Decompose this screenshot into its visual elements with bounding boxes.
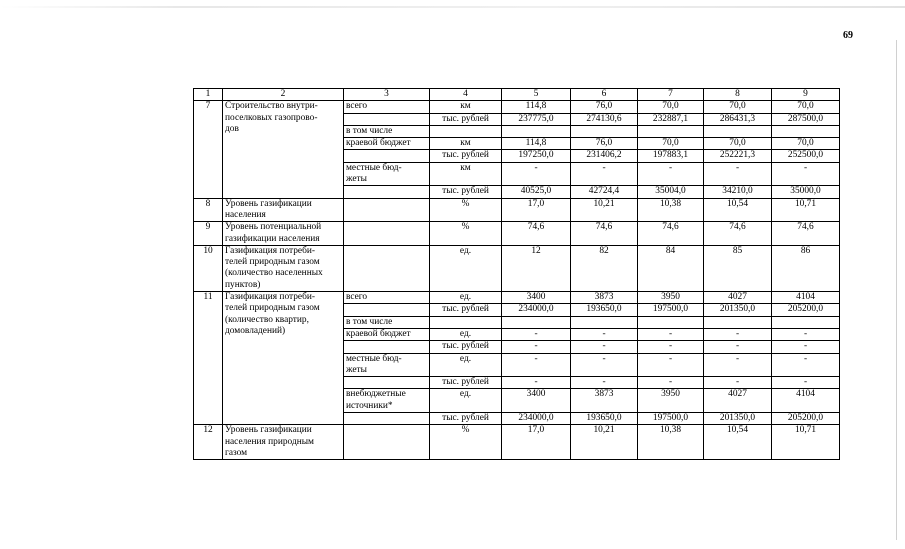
value-cell: 197250,0 [502,150,571,162]
value-cell: 3873 [571,389,638,413]
value-cell: 10,71 [772,198,840,222]
funding-source-line: источники* [346,400,393,411]
funding-source [344,125,430,137]
value-cell: - [502,377,571,389]
funding-source-line: местные бюд- [346,353,402,364]
value-cell: 70,0 [772,101,840,113]
funding-source-line: краевой бюджет [346,328,411,339]
header-cell: 9 [772,89,840,101]
unit-cell: тыс. рублей [430,341,502,353]
value-cell: 10,21 [571,425,638,460]
value-cell: - [704,353,772,377]
value-cell: 35004,0 [638,186,704,198]
value-cell: 205200,0 [772,413,840,425]
value-cell: - [704,328,772,340]
value-cell: 74,6 [638,222,704,246]
value-cell: 231406,2 [571,150,638,162]
indicator-name [223,222,344,246]
indicator-name-line: Газификация потреби- [225,292,315,303]
header-cell: 8 [704,89,772,101]
value-cell [502,125,571,137]
funding-source-line: в том числе [346,125,393,136]
value-cell: 3950 [638,389,704,413]
indicator-name [223,245,344,291]
value-cell: 76,0 [571,138,638,150]
funding-source [344,292,430,304]
unit-cell: ед. [430,292,502,304]
value-cell: 234000,0 [502,304,571,316]
value-cell: 197500,0 [638,413,704,425]
unit-cell: % [430,222,502,246]
indicator-name [223,292,344,425]
funding-source [344,162,430,186]
value-cell: 40525,0 [502,186,571,198]
indicator-name-line: Уровень газификации [225,198,312,209]
value-cell: 287500,0 [772,113,840,125]
unit-cell: км [430,162,502,186]
funding-source [344,198,430,222]
value-cell [704,316,772,328]
value-cell: 35000,0 [772,186,840,198]
value-cell: - [704,162,772,186]
row-number: 10 [194,245,223,291]
value-cell: 42724,4 [571,186,638,198]
value-cell [502,316,571,328]
indicator-name-line: Уровень потенциальной [225,222,322,233]
header-cell: 5 [502,89,571,101]
row-number: 8 [194,198,223,222]
value-cell: - [772,353,840,377]
unit-cell: тыс. рублей [430,186,502,198]
value-cell: - [571,328,638,340]
header-cell: 7 [638,89,704,101]
value-cell: 234000,0 [502,413,571,425]
value-cell: 193650,0 [571,304,638,316]
table-row [194,222,840,246]
page-number: 69 [843,30,853,41]
indicator-name-line: (количество квартир, [225,314,309,325]
value-cell: 205200,0 [772,304,840,316]
indicator-name [223,101,344,198]
funding-source [344,245,430,291]
indicator-name-line: домовладений) [225,325,286,336]
value-cell: 84 [638,245,704,291]
value-cell: 4104 [772,292,840,304]
funding-source [344,316,430,328]
value-cell [772,316,840,328]
value-cell: 82 [571,245,638,291]
value-cell: 12 [502,245,571,291]
funding-source [344,389,430,413]
value-cell: 197883,1 [638,150,704,162]
funding-source [344,186,430,198]
indicator-name-line: поселковых газопрово- [225,112,318,123]
unit-cell: % [430,198,502,222]
funding-source [344,341,430,353]
unit-cell: тыс. рублей [430,113,502,125]
value-cell: - [772,328,840,340]
value-cell [571,316,638,328]
indicator-name-line: телей природным газом [225,303,320,314]
funding-source [344,425,430,460]
value-cell: 3400 [502,292,571,304]
indicator-name [223,198,344,222]
funding-source [344,138,430,150]
value-cell: - [571,162,638,186]
value-cell: - [638,328,704,340]
value-cell: - [772,162,840,186]
value-cell: 85 [704,245,772,291]
value-cell: 252500,0 [772,150,840,162]
funding-source [344,413,430,425]
value-cell: 70,0 [638,138,704,150]
value-cell: 10,38 [638,425,704,460]
value-cell: 34210,0 [704,186,772,198]
value-cell: 3950 [638,292,704,304]
indicator-name-line: Строительство внутри- [225,101,318,112]
row-number: 7 [194,101,223,198]
table-row [194,425,840,460]
value-cell [772,125,840,137]
value-cell: - [502,341,571,353]
value-cell: 74,6 [772,222,840,246]
value-cell: - [571,377,638,389]
funding-source-line: краевой бюджет [346,138,411,149]
value-cell: 70,0 [704,138,772,150]
value-cell: 232887,1 [638,113,704,125]
value-cell: 114,8 [502,138,571,150]
value-cell: - [571,353,638,377]
indicator-name-line: телей природным газом [225,257,320,268]
value-cell: 10,71 [772,425,840,460]
indicator-name [223,425,344,460]
unit-cell: тыс. рублей [430,377,502,389]
unit-cell: тыс. рублей [430,413,502,425]
funding-source-line: жеты [346,174,367,185]
value-cell: - [502,353,571,377]
value-cell: 70,0 [638,101,704,113]
value-cell: 10,21 [571,198,638,222]
row-number: 9 [194,222,223,246]
value-cell: 114,8 [502,101,571,113]
value-cell: 201350,0 [704,413,772,425]
indicator-name-line: дов [225,123,239,134]
value-cell: - [772,377,840,389]
indicator-name-line: Уровень газификации [225,425,312,436]
funding-source-line: местные бюд- [346,162,402,173]
value-cell: 4027 [704,292,772,304]
value-cell: 237775,0 [502,113,571,125]
value-cell [571,125,638,137]
value-cell: 3400 [502,389,571,413]
value-cell: 74,6 [502,222,571,246]
funding-source-line: всего [346,101,368,112]
value-cell: 17,0 [502,198,571,222]
unit-cell: км [430,101,502,113]
value-cell: 74,6 [571,222,638,246]
unit-cell: км [430,138,502,150]
value-cell: 76,0 [571,101,638,113]
unit-cell: ед. [430,328,502,340]
value-cell [704,125,772,137]
value-cell: 74,6 [704,222,772,246]
funding-source-line: жеты [346,364,367,375]
value-cell: - [704,341,772,353]
value-cell: 70,0 [704,101,772,113]
indicator-name-line: населения [225,209,266,220]
funding-source [344,101,430,113]
unit-cell: ед. [430,389,502,413]
value-cell [638,316,704,328]
value-cell: 197500,0 [638,304,704,316]
header-cell: 3 [344,89,430,101]
unit-cell [430,125,502,137]
value-cell: 286431,3 [704,113,772,125]
table-row [194,101,840,113]
value-cell: - [704,377,772,389]
value-cell: - [502,162,571,186]
header-cell: 6 [571,89,638,101]
value-cell: 274130,6 [571,113,638,125]
scan-artifact-edge [896,40,897,540]
value-cell: 201350,0 [704,304,772,316]
funding-source [344,222,430,246]
value-cell: 252221,3 [704,150,772,162]
header-cell: 1 [194,89,223,101]
value-cell: - [638,162,704,186]
value-cell: 10,54 [704,198,772,222]
funding-source-line: всего [346,292,368,303]
indicator-name-line: (количество населенных [225,268,323,279]
funding-source [344,353,430,377]
unit-cell [430,316,502,328]
indicator-name-line: газификации населения [225,233,320,244]
table-header-row [194,89,840,101]
value-cell: 4104 [772,389,840,413]
indicator-name-line: Газификация потреби- [225,245,315,256]
value-cell: - [772,341,840,353]
value-cell: 4027 [704,389,772,413]
table-row [194,245,840,291]
value-cell: 10,38 [638,198,704,222]
scan-artifact-top [0,6,905,8]
value-cell: 193650,0 [571,413,638,425]
header-cell: 4 [430,89,502,101]
indicator-name-line: газом [225,447,248,458]
value-cell: 86 [772,245,840,291]
data-table [193,88,840,460]
table-row [194,198,840,222]
indicator-name-line: населения природным [225,436,314,447]
funding-source [344,304,430,316]
unit-cell: ед. [430,245,502,291]
value-cell: 17,0 [502,425,571,460]
funding-source-line: внебюджетные [346,389,406,400]
funding-source [344,113,430,125]
unit-cell: % [430,425,502,460]
unit-cell: тыс. рублей [430,150,502,162]
value-cell: 70,0 [772,138,840,150]
value-cell: - [638,377,704,389]
value-cell: 3873 [571,292,638,304]
value-cell [638,125,704,137]
unit-cell: тыс. рублей [430,304,502,316]
value-cell: - [502,328,571,340]
funding-source [344,377,430,389]
unit-cell: ед. [430,353,502,377]
row-number: 12 [194,425,223,460]
value-cell: 10,54 [704,425,772,460]
indicator-name-line: пунктов) [225,279,261,290]
value-cell: - [638,341,704,353]
funding-source [344,150,430,162]
value-cell: - [638,353,704,377]
funding-source [344,328,430,340]
table-row [194,292,840,304]
header-cell: 2 [223,89,344,101]
funding-source-line: в том числе [346,316,393,327]
row-number: 11 [194,292,223,425]
value-cell: - [571,341,638,353]
